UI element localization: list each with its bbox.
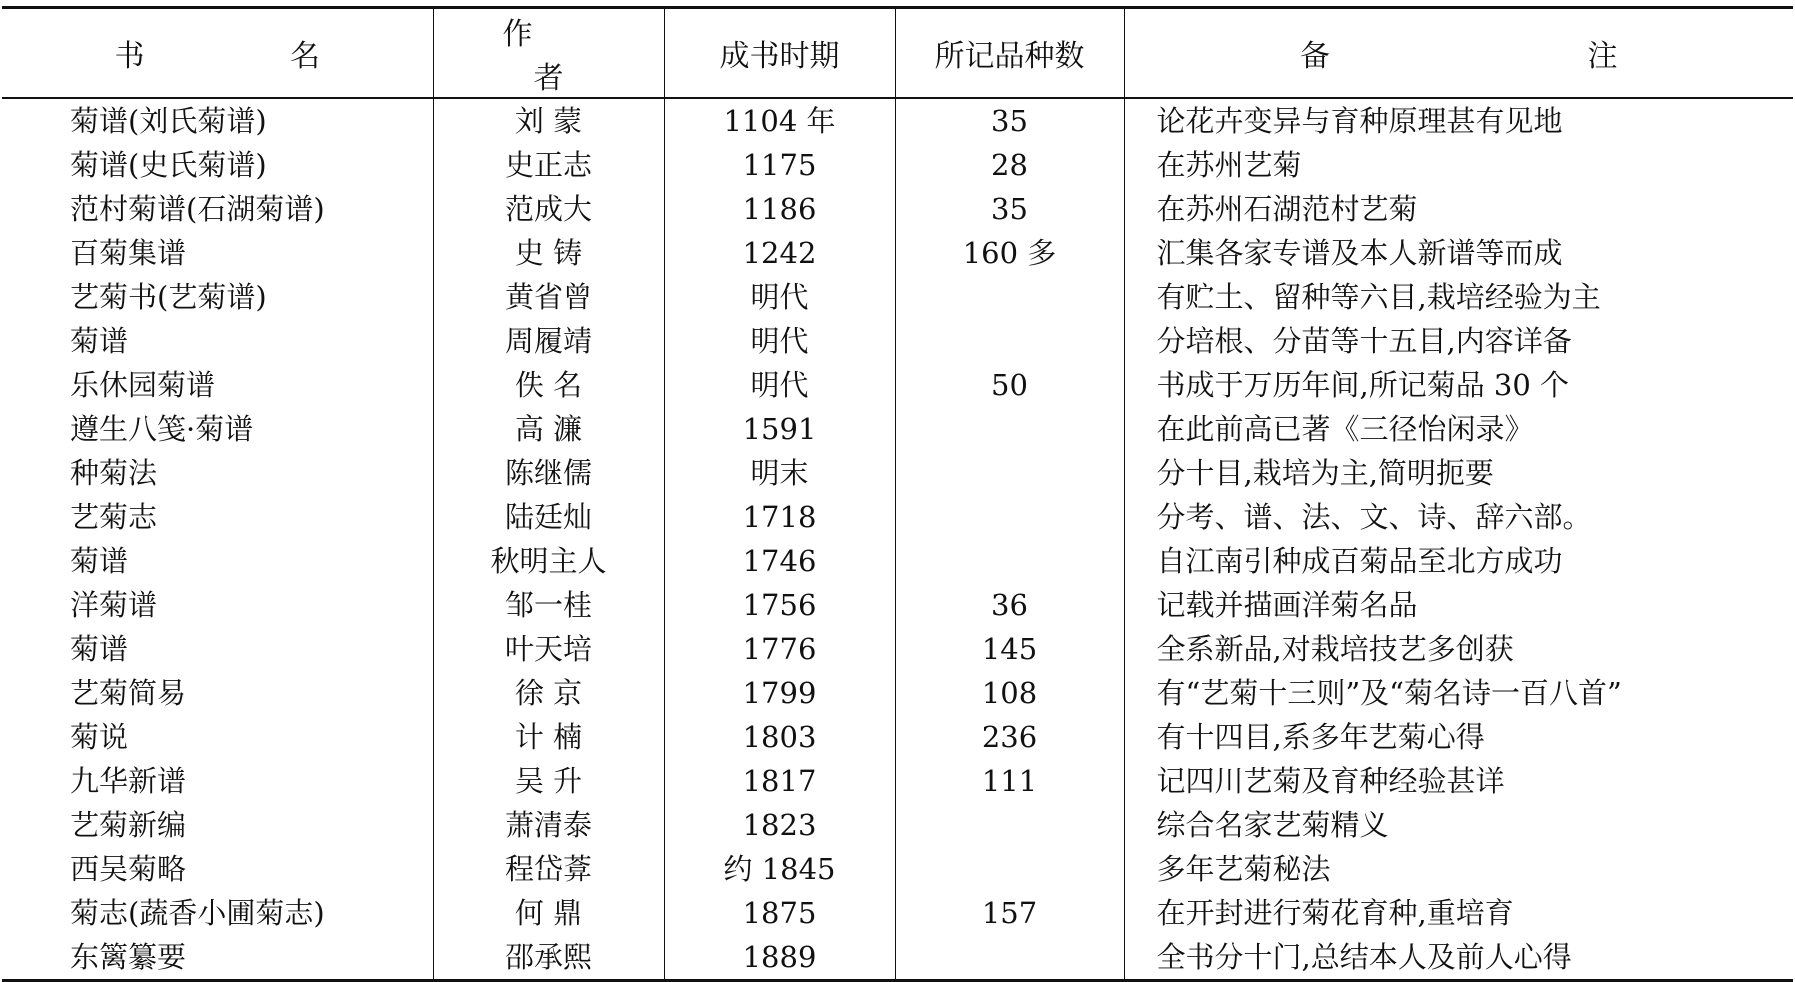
header-variety-count: 所记品种数 xyxy=(895,8,1124,99)
cell-book-name: 艺菊志 xyxy=(70,500,158,534)
cell-author: 徐 京 xyxy=(433,671,664,715)
header-author: 作 者 xyxy=(433,8,664,99)
cell-variety-count xyxy=(895,407,1124,451)
cell-variety-count: 28 xyxy=(895,143,1124,187)
cell-variety-count: 160 多 xyxy=(895,231,1124,275)
cell-note: 自江南引种成百菊品至北方成功 xyxy=(1124,539,1793,583)
cell-period: 1756 xyxy=(664,583,895,627)
cell-period: 1776 xyxy=(664,627,895,671)
chrysanthemum-books-table xyxy=(2,6,1793,982)
cell-author: 刘 蒙 xyxy=(433,98,664,143)
cell-book-name: 九华新谱 xyxy=(70,764,187,798)
header-note: 备 注 xyxy=(1124,8,1793,99)
cell-book-name: 东篱纂要 xyxy=(2,935,433,981)
cell-variety-count xyxy=(895,319,1124,363)
table-row xyxy=(2,583,1793,627)
table-row xyxy=(2,143,1793,187)
table-row xyxy=(2,539,1793,583)
cell-book-name: 艺菊新编 xyxy=(70,808,187,842)
table-row xyxy=(2,627,1793,671)
cell-author: 史 铸 xyxy=(433,231,664,275)
table-row xyxy=(2,803,1793,847)
cell-variety-count: 236 xyxy=(895,715,1124,759)
cell-period: 1186 xyxy=(664,187,895,231)
cell-note: 全书分十门,总结本人及前人心得 xyxy=(1124,935,1793,981)
cell-note: 记载并描画洋菊名品 xyxy=(1124,583,1793,627)
cell-author: 范成大 xyxy=(433,187,664,231)
table-body xyxy=(2,98,1793,981)
cell-variety-count xyxy=(895,539,1124,583)
cell-book-name: 乐休园菊谱 xyxy=(70,368,216,402)
cell-author: 计 楠 xyxy=(433,715,664,759)
cell-period: 1799 xyxy=(664,671,895,715)
cell-note: 有贮土、留种等六目,栽培经验为主 xyxy=(1124,275,1793,319)
table-row xyxy=(2,935,1793,981)
cell-variety-count: 111 xyxy=(895,759,1124,803)
header-period: 成书时期 xyxy=(664,8,895,99)
cell-author: 史正志 xyxy=(433,143,664,187)
cell-note: 有十四目,系多年艺菊心得 xyxy=(1124,715,1793,759)
cell-period: 约 1845 xyxy=(664,847,895,891)
cell-note: 全系新品,对栽培技艺多创获 xyxy=(1124,627,1793,671)
cell-book-name: 百菊集谱 xyxy=(70,236,187,270)
cell-author: 邵承熙 xyxy=(433,935,664,981)
cell-book-name: 菊谱(史氏菊谱) xyxy=(70,148,267,182)
cell-author: 陈继儒 xyxy=(433,451,664,495)
cell-period: 明代 xyxy=(664,275,895,319)
cell-period: 1175 xyxy=(664,143,895,187)
table-row xyxy=(2,451,1793,495)
cell-period: 明代 xyxy=(664,319,895,363)
cell-period: 1803 xyxy=(664,715,895,759)
cell-note: 在此前高已著《三径怡闲录》 xyxy=(1124,407,1793,451)
table-row xyxy=(2,319,1793,363)
cell-author: 萧清泰 xyxy=(433,803,664,847)
table-row xyxy=(2,759,1793,803)
cell-author: 叶天培 xyxy=(433,627,664,671)
cell-note: 在苏州艺菊 xyxy=(1124,143,1793,187)
cell-variety-count: 35 xyxy=(895,187,1124,231)
cell-variety-count xyxy=(895,495,1124,539)
cell-period: 明代 xyxy=(664,363,895,407)
cell-note: 综合名家艺菊精义 xyxy=(1124,803,1793,847)
table-row xyxy=(2,231,1793,275)
cell-book-name: 菊谱 xyxy=(70,324,129,358)
cell-period: 1889 xyxy=(664,935,895,981)
cell-book-name: 艺菊书(艺菊谱) xyxy=(70,280,267,314)
table-row xyxy=(2,671,1793,715)
cell-variety-count xyxy=(895,803,1124,847)
cell-author: 陆廷灿 xyxy=(433,495,664,539)
cell-book-name: 范村菊谱(石湖菊谱) xyxy=(70,192,325,226)
cell-author: 佚 名 xyxy=(433,363,664,407)
cell-author: 秋明主人 xyxy=(433,539,664,583)
cell-author: 何 鼎 xyxy=(433,891,664,935)
header-row xyxy=(2,8,1793,99)
cell-variety-count: 157 xyxy=(895,891,1124,935)
cell-variety-count: 50 xyxy=(895,363,1124,407)
cell-book-name: 菊谱 xyxy=(70,544,129,578)
cell-book-name: 种菊法 xyxy=(70,456,158,490)
cell-period: 1823 xyxy=(664,803,895,847)
cell-author: 程岱葊 xyxy=(433,847,664,891)
chrysanthemum-books-table-container xyxy=(2,6,1793,982)
cell-variety-count xyxy=(895,935,1124,981)
cell-book-name: 菊谱 xyxy=(70,632,129,666)
table-row xyxy=(2,495,1793,539)
cell-variety-count: 108 xyxy=(895,671,1124,715)
table-row xyxy=(2,847,1793,891)
cell-period: 1104 年 xyxy=(664,98,895,143)
cell-note: 分考、谱、法、文、诗、辞六部。 xyxy=(1124,495,1793,539)
table-row xyxy=(2,407,1793,451)
cell-author: 吴 升 xyxy=(433,759,664,803)
cell-note: 有“艺菊十三则”及“菊名诗一百八首” xyxy=(1124,671,1793,715)
cell-note: 在开封进行菊花育种,重培育 xyxy=(1124,891,1793,935)
cell-author: 黄省曾 xyxy=(433,275,664,319)
cell-note: 分培根、分苗等十五目,内容详备 xyxy=(1124,319,1793,363)
cell-variety-count xyxy=(895,847,1124,891)
table-row xyxy=(2,715,1793,759)
cell-note: 在苏州石湖范村艺菊 xyxy=(1124,187,1793,231)
cell-note: 汇集各家专谱及本人新谱等而成 xyxy=(1124,231,1793,275)
table-row xyxy=(2,98,1793,143)
cell-period: 1242 xyxy=(664,231,895,275)
cell-period: 1875 xyxy=(664,891,895,935)
cell-book-name: 西吴菊略 xyxy=(70,852,187,886)
table-header xyxy=(2,8,1793,99)
cell-note: 记四川艺菊及育种经验甚详 xyxy=(1124,759,1793,803)
cell-note: 多年艺菊秘法 xyxy=(1124,847,1793,891)
cell-author: 周履靖 xyxy=(433,319,664,363)
table-row xyxy=(2,891,1793,935)
cell-variety-count: 35 xyxy=(895,98,1124,143)
cell-variety-count: 36 xyxy=(895,583,1124,627)
cell-period: 明末 xyxy=(664,451,895,495)
cell-period: 1746 xyxy=(664,539,895,583)
cell-variety-count: 145 xyxy=(895,627,1124,671)
cell-book-name: 洋菊谱 xyxy=(70,588,158,622)
cell-period: 1817 xyxy=(664,759,895,803)
cell-book-name: 艺菊简易 xyxy=(70,676,187,710)
cell-author: 邹一桂 xyxy=(433,583,664,627)
cell-variety-count xyxy=(895,275,1124,319)
cell-period: 1718 xyxy=(664,495,895,539)
cell-period: 1591 xyxy=(664,407,895,451)
header-book-name: 书 名 xyxy=(2,8,433,99)
table-row xyxy=(2,363,1793,407)
cell-note: 分十目,栽培为主,简明扼要 xyxy=(1124,451,1793,495)
cell-author: 高 濂 xyxy=(433,407,664,451)
table-row xyxy=(2,275,1793,319)
table-row xyxy=(2,187,1793,231)
cell-note: 论花卉变异与育种原理甚有见地 xyxy=(1124,98,1793,143)
cell-book-name: 菊谱(刘氏菊谱) xyxy=(70,104,267,138)
cell-note: 书成于万历年间,所记菊品 30 个 xyxy=(1124,363,1793,407)
cell-book-name: 遵生八笺·菊谱 xyxy=(70,412,254,446)
cell-book-name: 菊志(蔬香小圃菊志) xyxy=(70,896,325,930)
cell-book-name: 菊说 xyxy=(70,720,129,754)
cell-variety-count xyxy=(895,451,1124,495)
